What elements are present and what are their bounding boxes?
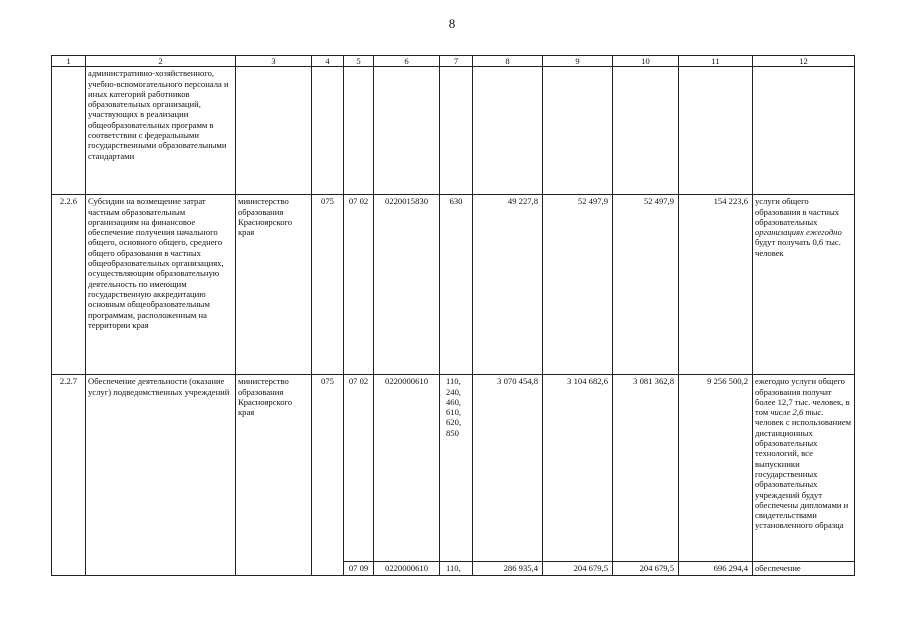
amount-cell: 49 227,8	[473, 195, 543, 375]
page-number: 8	[448, 16, 456, 31]
code-cell: 07 02	[344, 195, 374, 375]
code-cell: 630	[440, 195, 473, 375]
amount-cell: 154 223,6	[679, 195, 753, 375]
header-cell: 7	[440, 56, 473, 67]
amount-cell: 52 497,9	[613, 195, 679, 375]
amount-cell	[543, 67, 613, 195]
description-cell	[86, 562, 236, 575]
amount-cell: 3 104 682,6	[543, 375, 613, 562]
num-cell	[52, 562, 86, 575]
table-row-2-2-7-sub	[52, 562, 855, 575]
code-cell	[440, 67, 473, 195]
code-cell: 075	[312, 375, 344, 562]
header-cell: 10	[613, 56, 679, 67]
num-cell	[52, 67, 86, 195]
code-cell: 110, 240, 460, 610, 620, 850	[440, 375, 473, 562]
table-row-continued	[52, 67, 855, 195]
header-cell: 4	[312, 56, 344, 67]
amount-cell: 52 497,9	[543, 195, 613, 375]
header-cell: 11	[679, 56, 753, 67]
header-cell: 9	[543, 56, 613, 67]
result-text-italic: числе 2,6 тыс.	[770, 407, 824, 418]
amount-cell: 204 679,5	[543, 562, 613, 575]
code-cell: 075	[312, 195, 344, 375]
code-cell: 0220000610	[374, 562, 440, 575]
header-cell: 6	[374, 56, 440, 67]
description-cell: административно-хозяйственного, учебно-вспомогательного персонала и иных категорий работников образовательных организаций, участвующих в реализации общеобразовательных программ в соответствии с федеральными государственными образовательными стандартами	[86, 67, 236, 195]
result-text: услуги общего образования в частных образовательных	[755, 196, 840, 227]
description-cell: Обеспечение деятельности (оказание услуг) подведомственных учреждений	[86, 375, 236, 562]
code-cell: 0220015830	[374, 195, 440, 375]
result-cell	[753, 195, 855, 375]
amount-cell	[613, 67, 679, 195]
code-cell: 0220000610	[374, 375, 440, 562]
header-cell: 8	[473, 56, 543, 67]
header-cell: 2	[86, 56, 236, 67]
result-cell: обеспечение	[753, 562, 855, 575]
num-cell: 2.2.7	[52, 375, 86, 562]
description-cell: Субсидии на возмещение затрат частным образовательным организациям на финансовое обеспечение получения начального общего, основного общего, среднего общего образования в частных общеобразовательных организациях, осуществляющим образовательную деятельность по имеющим государственную аккредитацию основным общеобразовательным программам, расположенным на территории края	[86, 195, 236, 375]
code-cell	[312, 562, 344, 575]
responsible-cell: министерство образования Красноярского края	[236, 375, 312, 562]
result-cell	[753, 375, 855, 562]
header-cell: 3	[236, 56, 312, 67]
amount-cell: 9 256 500,2	[679, 375, 753, 562]
result-text: будут получать 0,6 тыс. человек	[755, 237, 841, 258]
responsible-cell: министерство образования Красноярского края	[236, 195, 312, 375]
table-row-2-2-6	[52, 195, 855, 375]
table-row-2-2-7	[52, 375, 855, 562]
amount-cell: 696 294,4	[679, 562, 753, 575]
result-cell	[753, 67, 855, 195]
amount-cell: 3 070 454,8	[473, 375, 543, 562]
amount-cell: 3 081 362,8	[613, 375, 679, 562]
amount-cell: 286 935,4	[473, 562, 543, 575]
result-text: человек с использованием дистанционных образовательных технологий, все выпускники государственных образовательных учреждений будут обеспечены дипломами и свидетельствами установленного образца	[755, 417, 852, 531]
column-numbers-row	[52, 56, 855, 67]
header-cell: 12	[753, 56, 855, 67]
code-cell	[374, 67, 440, 195]
code-cell: 07 09	[344, 562, 374, 575]
header-cell: 5	[344, 56, 374, 67]
header-cell: 1	[52, 56, 86, 67]
code-cell: 07 02	[344, 375, 374, 562]
code-cell: 110,	[440, 562, 473, 575]
code-cell	[312, 67, 344, 195]
result-text: ежегодно услуги общего образования получат более 12,7 тыс. человек, в том	[755, 376, 850, 418]
budget-table	[51, 55, 855, 576]
result-text-italic: организациях ежегодно	[755, 227, 842, 238]
amount-cell: 204 679,5	[613, 562, 679, 575]
amount-cell	[473, 67, 543, 195]
responsible-cell	[236, 562, 312, 575]
amount-cell	[679, 67, 753, 195]
code-cell	[344, 67, 374, 195]
responsible-cell	[236, 67, 312, 195]
num-cell: 2.2.6	[52, 195, 86, 375]
